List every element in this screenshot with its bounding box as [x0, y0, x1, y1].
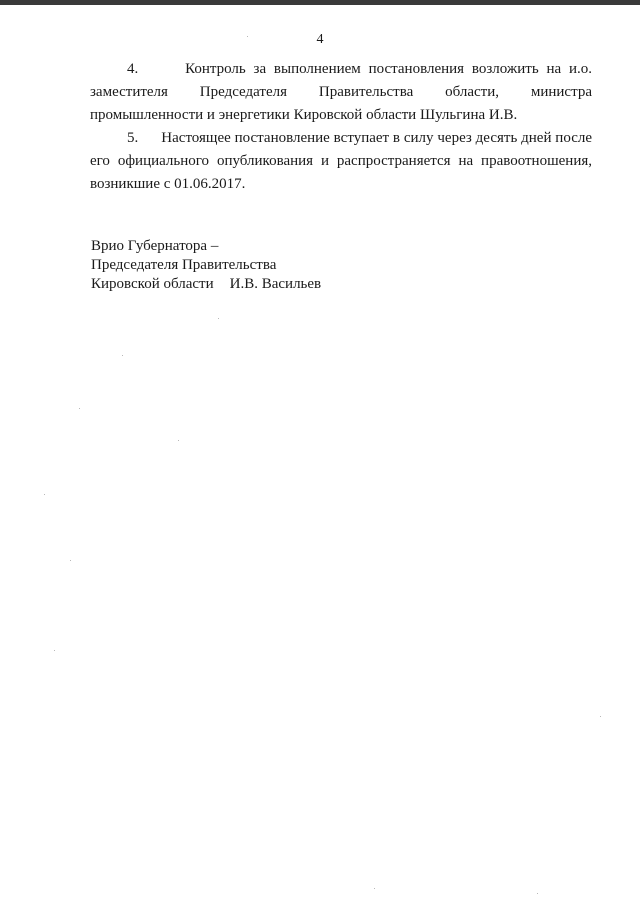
signer-title-line-1: Врио Губернатора –	[91, 238, 219, 254]
signer-region: Кировской области	[91, 276, 214, 292]
paragraph-number: 4.	[127, 61, 139, 77]
scan-speck	[122, 355, 123, 356]
scan-speck	[537, 893, 538, 894]
paragraph-5	[90, 127, 592, 196]
scan-speck	[70, 560, 71, 561]
top-border-rule	[0, 0, 640, 5]
scan-speck	[79, 408, 80, 409]
scan-speck	[374, 888, 375, 889]
signature-block	[91, 237, 321, 294]
page-number: 4	[316, 32, 324, 47]
paragraph-text: Контроль за выполнением постановления возложить на и.о. заместителя Председателя Правительства области, министра промышленности и энергетики Кировской области Шульгина И.В.	[90, 61, 592, 123]
scan-speck	[218, 318, 219, 319]
signer-title-line-2: Председателя Правительства	[91, 257, 277, 273]
paragraph-number: 5.	[127, 130, 139, 146]
scan-speck	[178, 440, 179, 441]
signer-name: И.В. Васильев	[229, 276, 322, 292]
paragraph-text: Настоящее постановление вступает в силу через десять дней после его официального опубликования и распространяется на правоотношения, возникшие с 01.06.2017.	[90, 130, 593, 192]
scan-speck	[54, 650, 55, 651]
paragraph-4	[90, 58, 592, 127]
scan-speck	[247, 36, 248, 37]
scan-speck	[44, 494, 45, 495]
signer-title-line-3	[91, 275, 321, 294]
scan-speck	[600, 716, 601, 717]
